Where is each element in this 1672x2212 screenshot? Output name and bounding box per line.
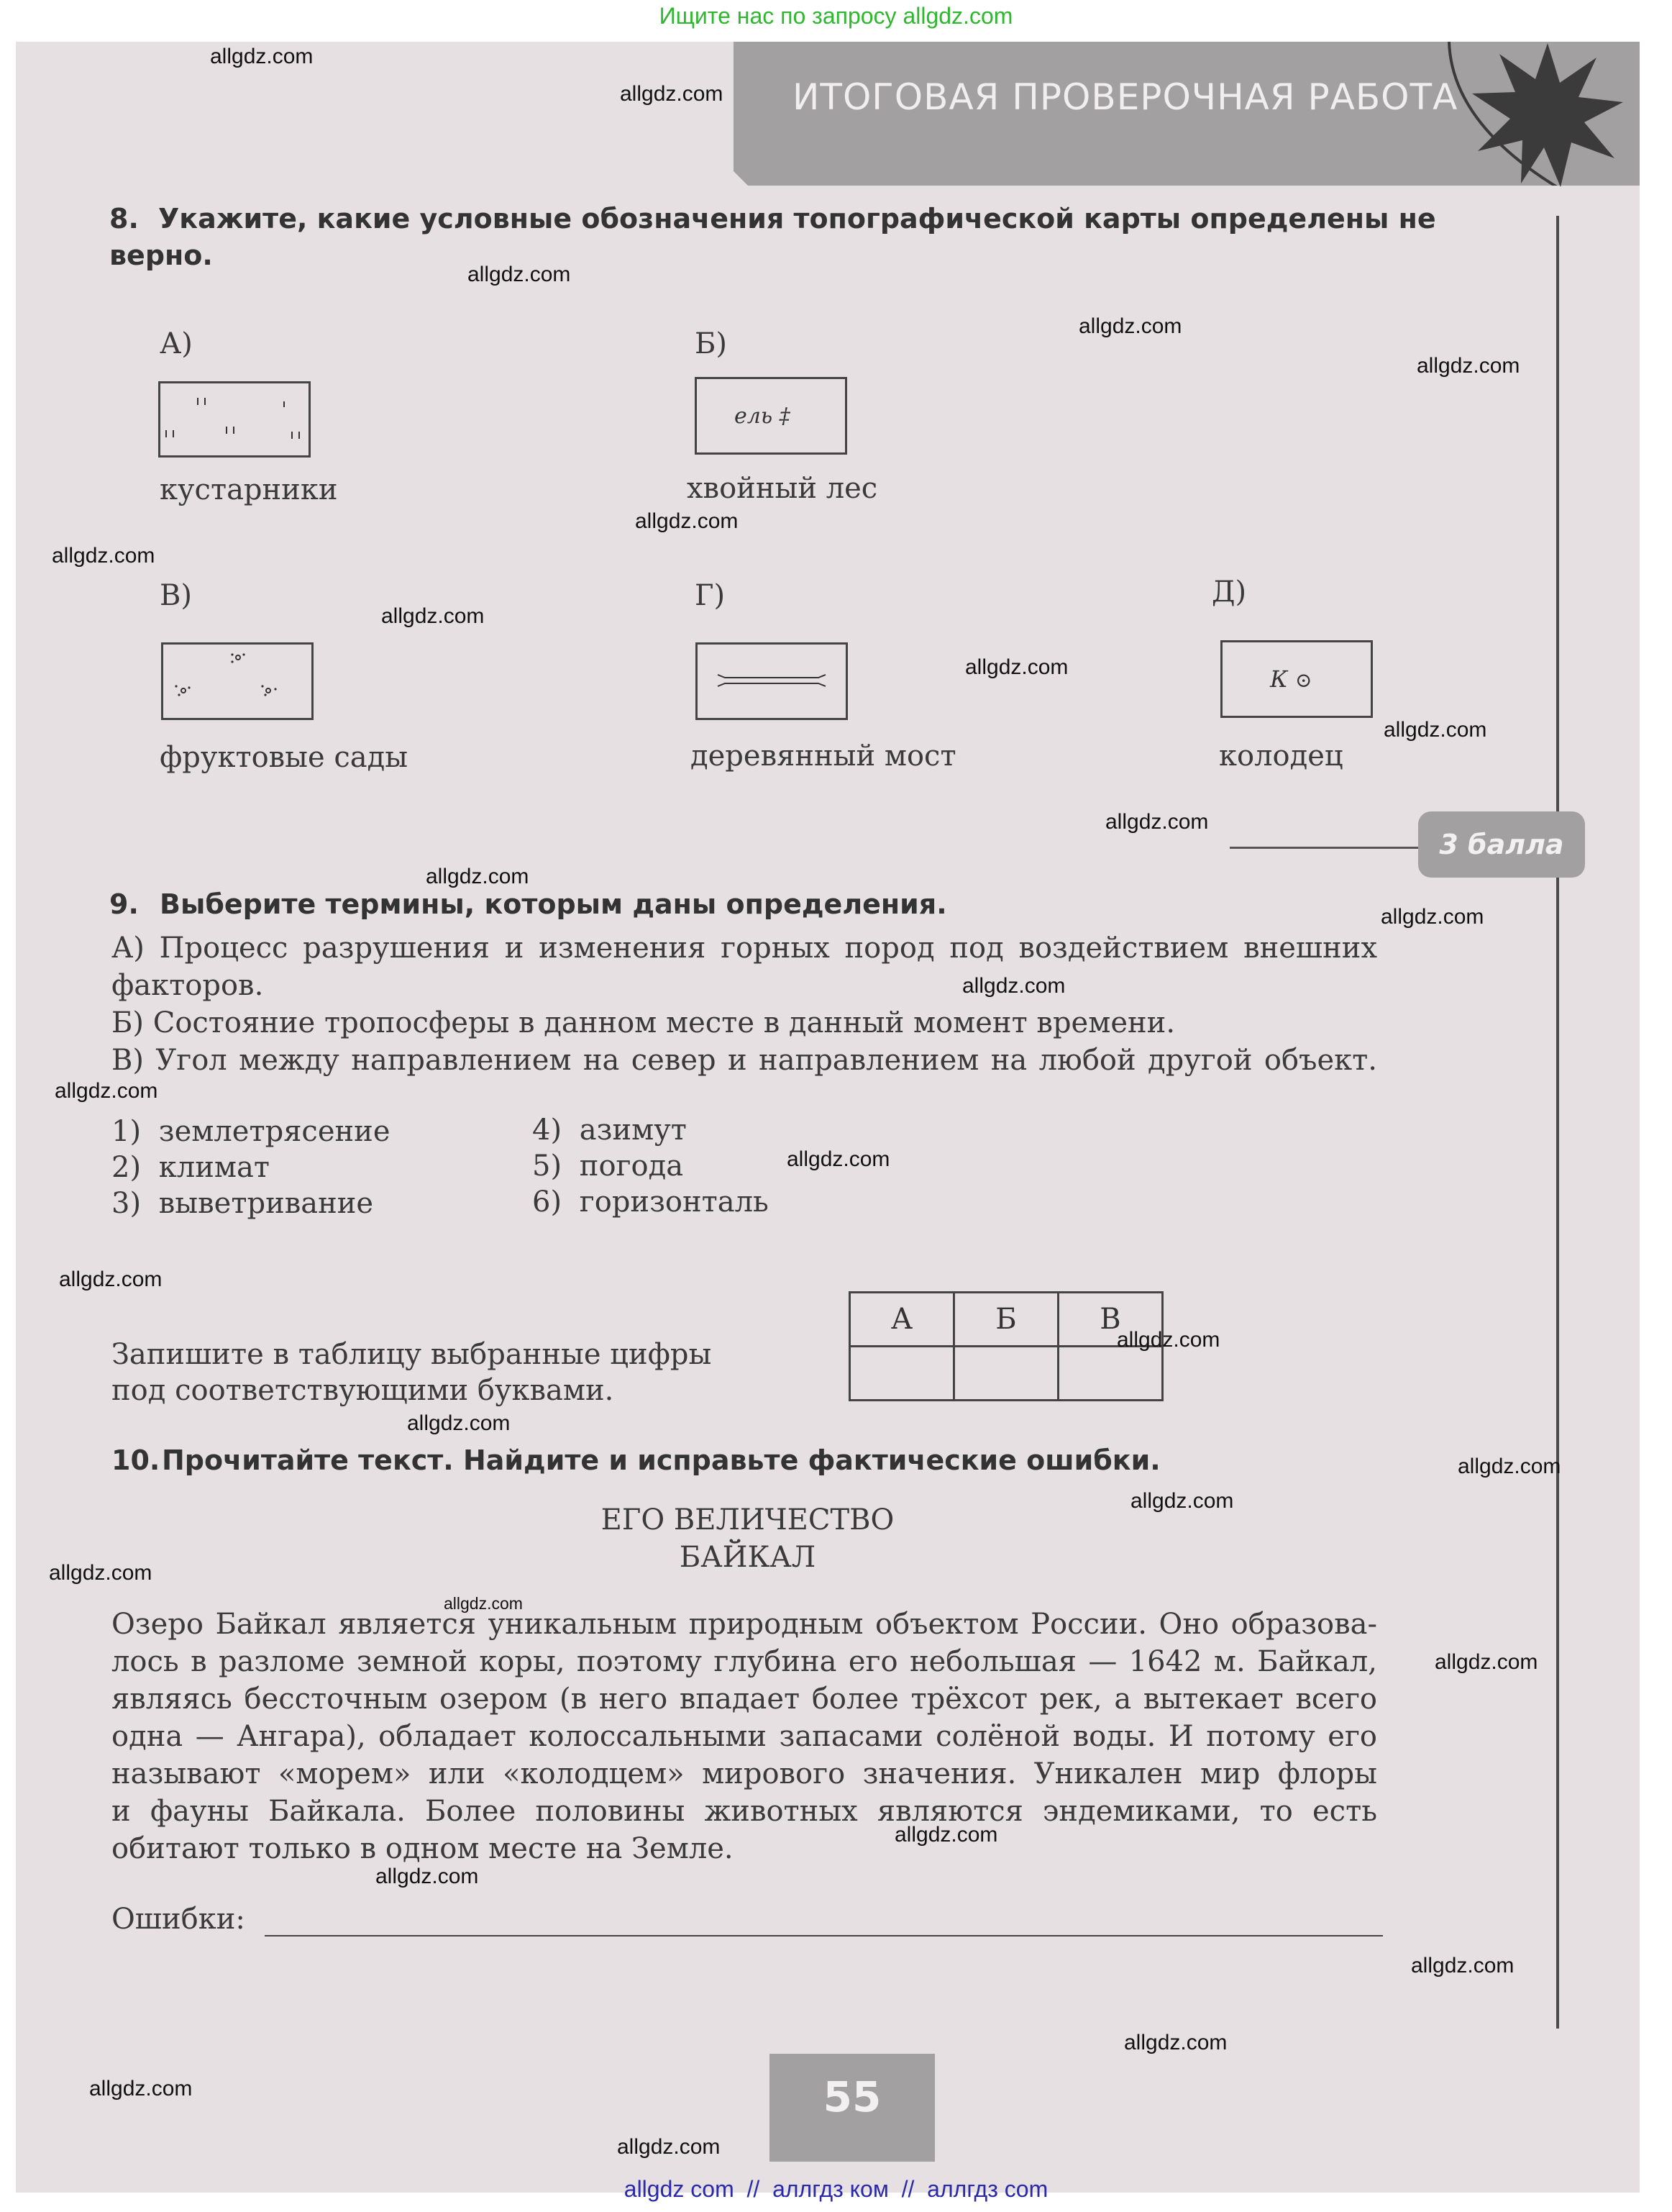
q9-definition-c: В) Угол между направлением на север и направлением на любой другой объект. (111, 1044, 1377, 1077)
watermark: allgdz.com (1458, 1455, 1561, 1478)
q8-option-c-caption: фруктовые сады (160, 741, 408, 774)
q10-title-line2: БАЙКАЛ (679, 1541, 816, 1574)
q9-definition-a-line1: А) Процесс разрушения и изменения горных пород под воздействием внешних (111, 932, 1377, 965)
watermark: allgdz.com (55, 1079, 158, 1103)
q10-number: 10. (111, 1444, 160, 1476)
q9-term-text: азимут (579, 1114, 687, 1147)
watermark: allgdz.com (381, 604, 485, 628)
q10-title-line1: ЕГО ВЕЛИЧЕСТВО (600, 1503, 895, 1537)
star-icon (1471, 43, 1625, 187)
q8-option-b-caption: хвойный лес (687, 472, 878, 505)
q9-term-number: 1) (111, 1115, 142, 1148)
q8-option-d-letter: Г) (695, 579, 726, 612)
watermark: allgdz.com (1130, 1489, 1234, 1513)
q10-text-line-4: одна — Ангара), обладает колоссальными запасами солёной воды. И потому его (111, 1720, 1377, 1753)
q8-option-b-symbol-text: ель (734, 404, 773, 429)
q10-text-line-1: Озеро Байкал является уникальным природным объектом России. Оно образова- (111, 1608, 1377, 1641)
watermark: allgdz.com (407, 1411, 511, 1435)
q8-option-a-letter: А) (160, 327, 193, 360)
q9-answer-cell-b[interactable] (954, 1347, 1059, 1401)
q9-term-text: выветривание (158, 1187, 374, 1220)
q10-text-line-2: лось в разломе земной коры, поэтому глубина его небольшая — 1642 м. Байкал, (111, 1645, 1377, 1678)
q9-term-text: погода (579, 1150, 684, 1183)
q9-term-1 (111, 1115, 390, 1148)
bottom-banner[interactable]: allgdz com // аллгдз ком // аллгдз com (623, 2176, 1049, 2202)
q9-term-number: 4) (532, 1114, 562, 1147)
page-number: 55 (769, 2054, 935, 2162)
q8-option-e-caption: колодец (1219, 739, 1343, 773)
q9-term-text: климат (158, 1151, 270, 1184)
watermark: allgdz.com (52, 544, 155, 568)
wooden-bridge-symbol-icon (698, 645, 846, 718)
watermark: allgdz.com (89, 2077, 193, 2101)
q8-option-d-caption: деревянный мост (690, 739, 956, 773)
q9-term-number: 5) (532, 1150, 562, 1183)
q9-instruction-line1: Запишите в таблицу выбранные цифры (111, 1338, 712, 1371)
watermark: allgdz.com (444, 1594, 523, 1613)
q9-table-header-b: Б (954, 1293, 1059, 1347)
q9-term-number: 3) (111, 1187, 142, 1220)
q10-text-line-6: и фауны Байкала. Более половины животных являются эндемиками, то есть (111, 1795, 1377, 1828)
watermark: allgdz.com (1417, 354, 1520, 378)
watermark: allgdz.com (59, 1267, 163, 1291)
conifer-tree-icon: ‡ (779, 404, 790, 429)
q9-definition-a-line2: факторов. (111, 969, 264, 1002)
q10-text: Прочитайте текст. Найдите и исправьте фактические ошибки. (162, 1444, 1161, 1476)
q8-option-a-caption: кустарники (160, 473, 338, 506)
q9-answer-cell-a[interactable] (850, 1347, 954, 1401)
watermark: allgdz.com (1381, 905, 1484, 929)
q9-number: 9. (109, 888, 139, 920)
q8-option-c-letter: В) (160, 579, 192, 612)
q9-term-number: 2) (111, 1151, 142, 1184)
q10-errors-answer-line[interactable] (265, 1935, 1383, 1936)
watermark: allgdz.com (895, 1823, 998, 1847)
watermark: allgdz.com (962, 974, 1066, 998)
q8-text-line2: верно. (109, 240, 213, 271)
orchard-symbol-icon (163, 645, 311, 718)
q8-number: 8. (109, 203, 139, 235)
q8-option-e-letter: Д) (1212, 575, 1247, 609)
q8-option-d-symbol (695, 642, 848, 720)
q8-option-c-symbol (161, 642, 314, 720)
q9-term-6 (532, 1185, 769, 1219)
shrub-symbol-icon (160, 383, 309, 455)
q9-term-number: 6) (532, 1185, 562, 1219)
q8-option-b-symbol (695, 377, 847, 455)
q9-term-text: землетрясение (158, 1115, 390, 1148)
watermark: allgdz.com (1105, 810, 1209, 834)
watermark: allgdz.com (635, 509, 739, 533)
well-symbol-icon: ⊙ (1294, 668, 1312, 692)
q9-term-4 (532, 1114, 687, 1147)
right-margin-rule (1556, 216, 1559, 2029)
q8-option-b-letter: Б) (695, 327, 727, 360)
watermark: allgdz.com (965, 655, 1069, 679)
q8-option-e-symbol (1220, 640, 1373, 718)
q8-option-a-symbol (158, 381, 311, 458)
score-badge: 3 балла (1418, 811, 1585, 878)
score-line (1230, 847, 1424, 849)
q9-instruction-line2: под соответствующими буквами. (111, 1374, 614, 1407)
q9-term-5 (532, 1150, 683, 1183)
q10-text-line-5: называют «морем» или «колодцем» мирового значения. Уникален мир флоры (111, 1757, 1377, 1790)
q10-text-line-7: обитают только в одном месте на Земле. (111, 1832, 734, 1865)
site-banner[interactable]: Ищите нас по запросу allgdz.com (659, 3, 1013, 29)
watermark: allgdz.com (426, 865, 529, 888)
watermark: allgdz.com (620, 82, 723, 106)
q10-text-line-3: являясь бессточным озером (в него впадает более трёхсот рек, а вытекает всего (111, 1683, 1377, 1716)
watermark: allgdz.com (375, 1865, 479, 1888)
q9-term-3 (111, 1187, 373, 1220)
watermark: allgdz.com (1411, 1954, 1515, 1977)
watermark: allgdz.com (49, 1561, 152, 1585)
watermark: allgdz.com (1384, 718, 1487, 742)
q9-definition-b: Б) Состояние тропосферы в данном месте в данный момент времени. (111, 1006, 1176, 1039)
q9-term-text: горизонталь (579, 1185, 769, 1219)
q9-answer-cell-c[interactable] (1059, 1347, 1163, 1401)
watermark: allgdz.com (1435, 1650, 1538, 1674)
q10-errors-label: Ошибки: (111, 1903, 245, 1936)
q9-table-header-a: А (850, 1293, 954, 1347)
q9-term-2 (111, 1151, 270, 1184)
watermark: allgdz.com (1079, 314, 1182, 338)
watermark: allgdz.com (467, 263, 571, 286)
q9-table-header-c: В (1059, 1293, 1163, 1347)
watermark: allgdz.com (1124, 2031, 1228, 2054)
watermark: allgdz.com (617, 2135, 721, 2159)
q8-text-line1: Укажите, какие условные обозначения топографической карты определены не (158, 203, 1436, 235)
watermark: allgdz.com (787, 1147, 890, 1171)
watermark: allgdz.com (1117, 1328, 1220, 1352)
q8-option-e-symbol-text: К (1270, 665, 1288, 693)
page-header-title: ИТОГОВАЯ ПРОВЕРОЧНАЯ РАБОТА (792, 76, 1458, 118)
q9-text: Выберите термины, которым даны определения. (160, 888, 947, 920)
watermark: allgdz.com (210, 45, 314, 68)
